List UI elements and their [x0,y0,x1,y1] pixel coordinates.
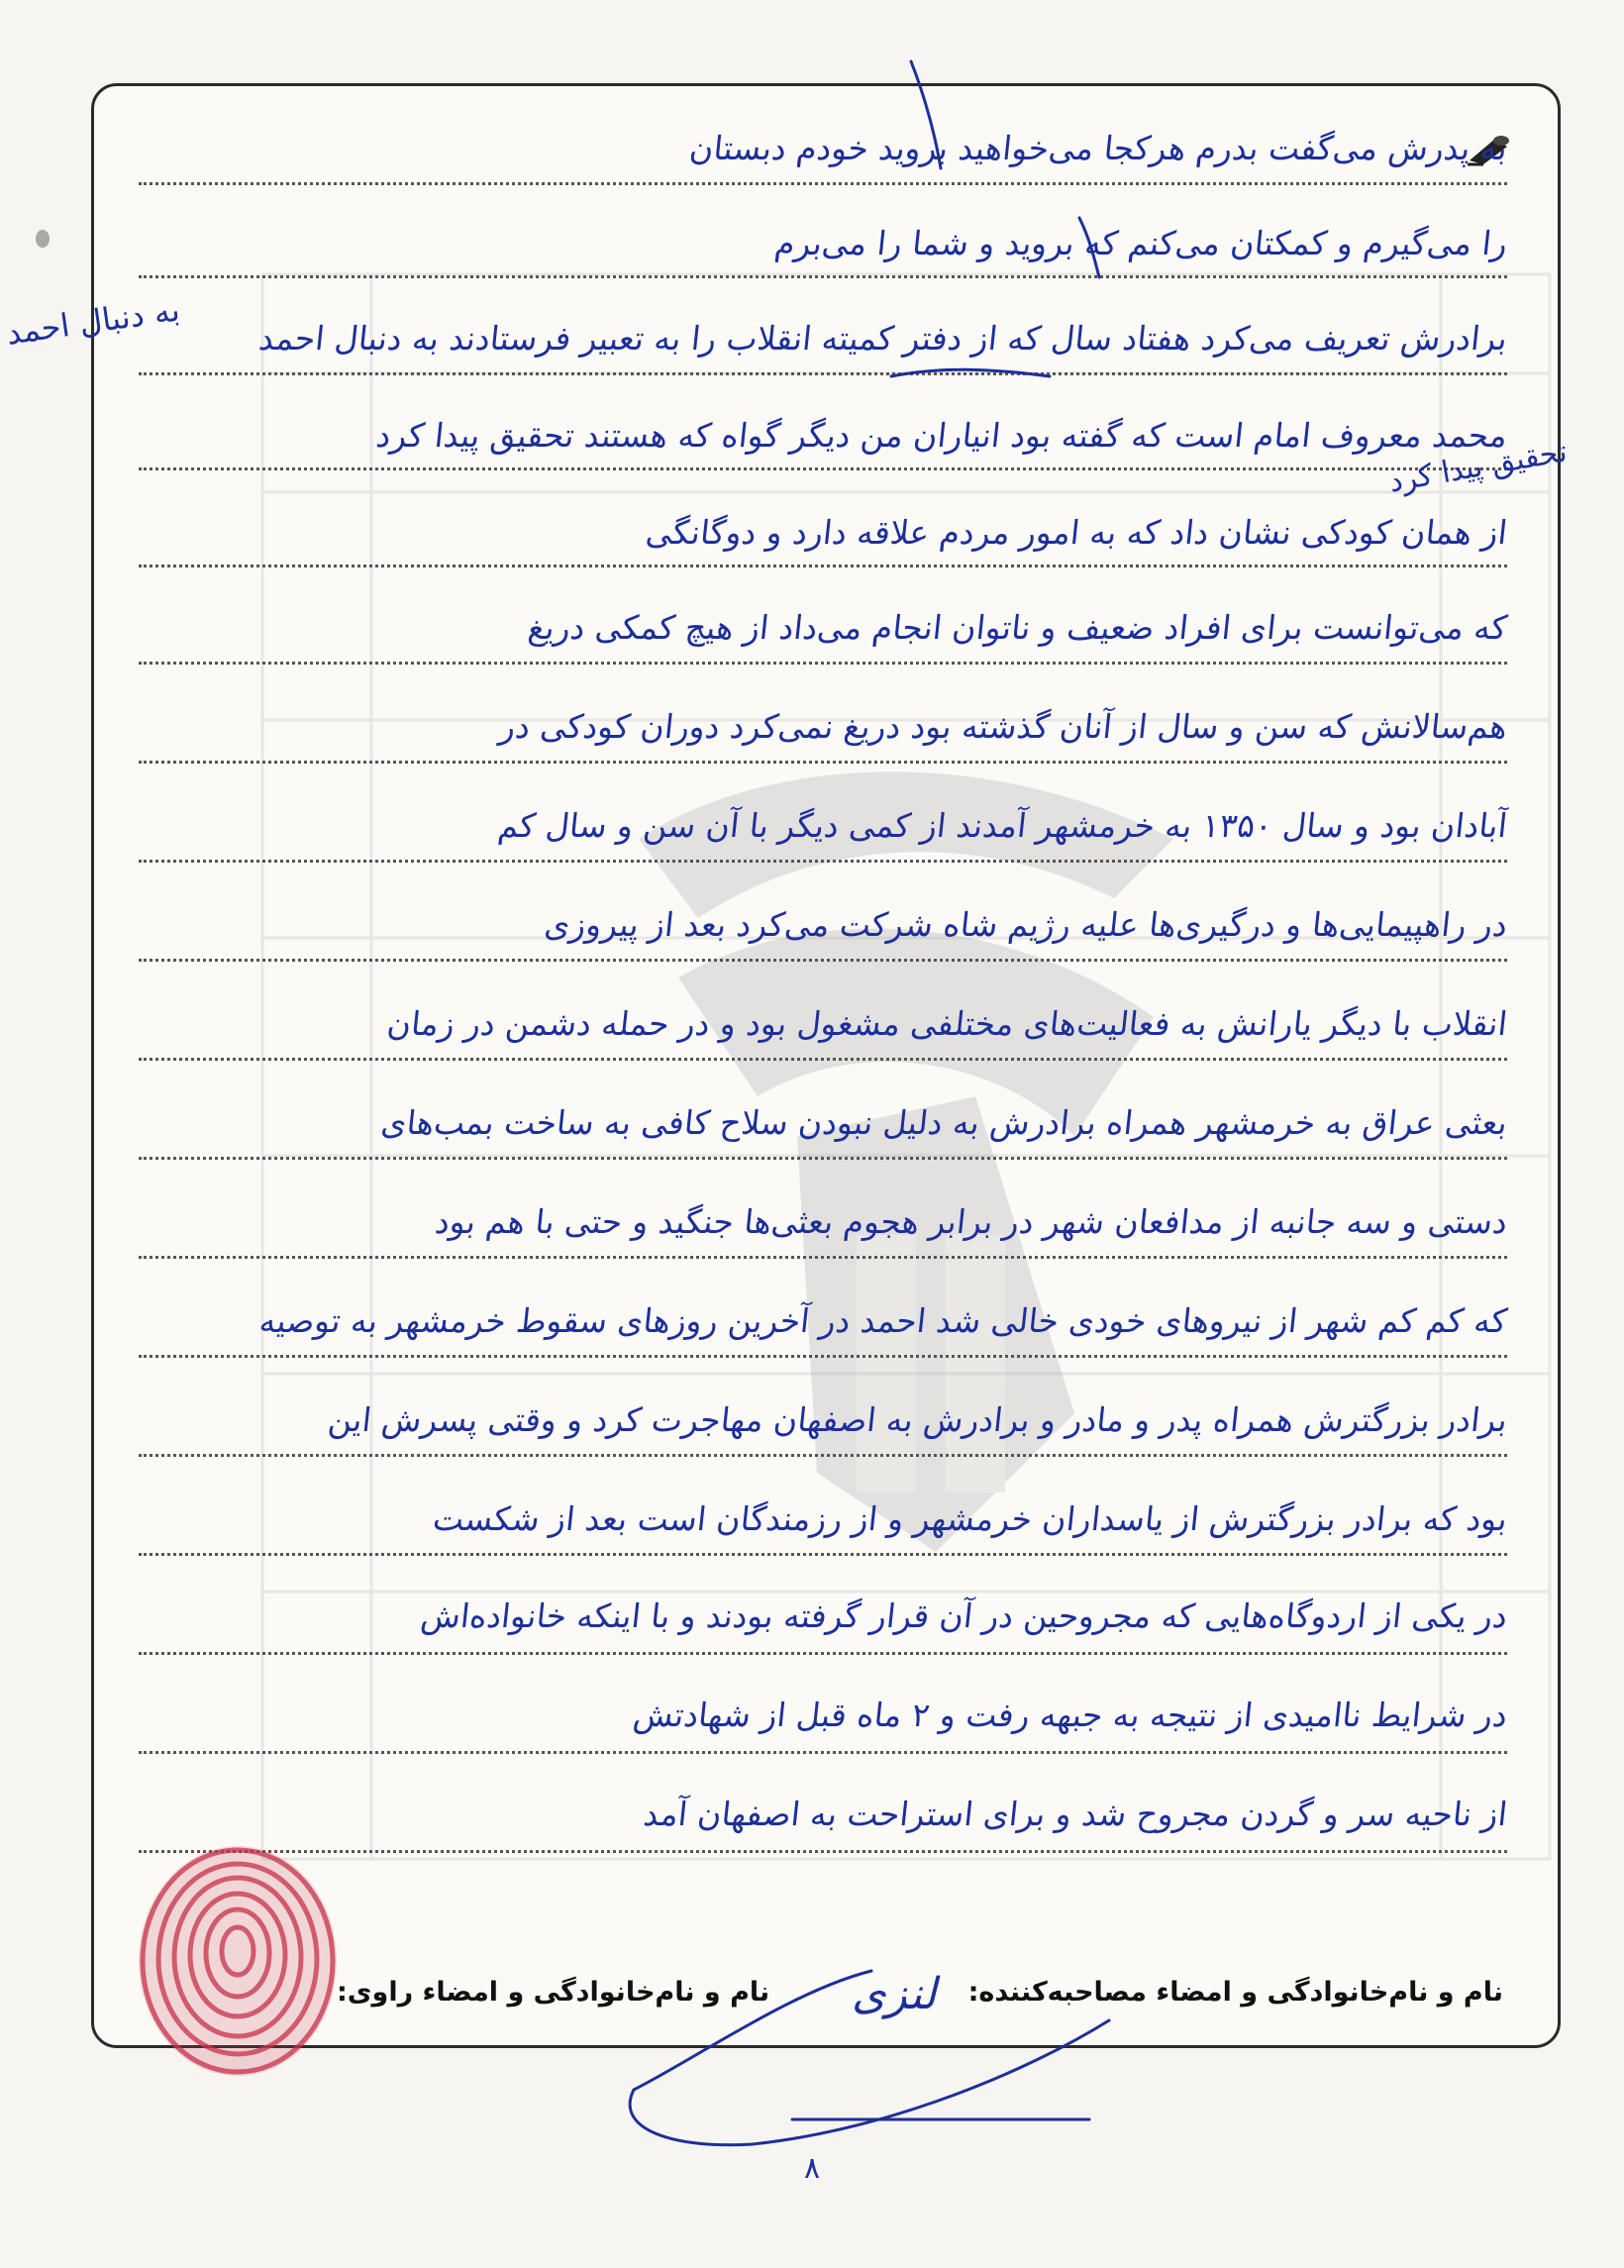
handwritten-line: در راهپیمایی‌ها و درگیری‌ها علیه رژیم شاه شرکت می‌کرد بعد از پیروزی [542,905,1510,944]
handwritten-line: که می‌توانست برای افراد ضعیف و ناتوان انجام می‌داد از هیچ کمکی دریغ [526,608,1510,647]
handwritten-line: در شرایط ناامیدی از نتیجه به جبهه رفت و ۲ ماه قبل از شهادتش [631,1696,1510,1734]
dotted-rule [139,959,1507,962]
page-number: ۸ [804,2151,821,2186]
dotted-rule [139,565,1507,567]
margin-note: به دنبال احمد [4,290,182,353]
dotted-rule [139,761,1507,764]
dotted-rule [139,1256,1507,1259]
handwritten-line: انقلاب با دیگر یارانش به فعالیت‌های مختلفی مشغول بود و در حمله دشمن در زمان [385,1004,1510,1043]
interviewer-signature-label: نام و نام‌خانوادگی و امضاء مصاحبه‌کننده: [967,1977,1503,2008]
dotted-rule [139,275,1507,278]
narrator-signature-label: نام و نام‌خانوادگی و امضاء راوی: [337,1977,770,2008]
dotted-rule [139,1454,1507,1457]
paper-speck [36,230,50,248]
dotted-rule [139,1652,1507,1655]
margin-note: تحقیق پیدا کرد [1386,434,1571,500]
handwritten-line: از ناحیه سر و گردن مجروح شد و برای استراحت به اصفهان آمد [641,1795,1510,1833]
handwritten-line: هم‌سالانش که سن و سال از آنان گذشته بود دریغ نمی‌کرد دوران کودکی در [497,707,1510,746]
dotted-rule [139,467,1507,470]
dotted-rule [139,1751,1507,1754]
interviewer-signature: لنزی [852,1969,937,2019]
dotted-rule [139,662,1507,665]
dotted-rule [139,372,1507,375]
handwritten-line: آبادان بود و سال ۱۳۵۰ به خرمشهر آمدند از کمی دیگر با آن سن و سال کم [496,806,1510,845]
dotted-rule [139,860,1507,863]
handwritten-line: بود که برادر بزرگترش از یاسداران خرمشهر و از رزمندگان است بعد از شکست [431,1499,1510,1538]
handwritten-line: محمد معروف امام است که گفته بود انیاران من دیگر گواه که هستند تحقیق پیدا کرد [373,416,1510,455]
handwritten-line: برادرش تعریف می‌کرد هفتاد سال که از دفتر کمیته انقلاب را به تعبیر فرستادند به دنبال احمد [256,319,1510,358]
handwritten-line: که کم کم شهر از نیروهای خودی خالی شد احمد در آخرین روزهای سقوط خرمشهر به توصیه [257,1301,1510,1340]
handwritten-line: در یکی از اردوگاه‌هایی که مجروحین در آن قرار گرفته بودند و با اینکه خانواده‌اش [418,1597,1510,1635]
handwritten-line: برادر بزرگترش همراه پدر و مادر و برادرش به اصفهان مهاجرت کرد و وقتی پسرش این [326,1400,1510,1439]
handwritten-line: بعثی عراق به خرمشهر همراه برادرش به دلیل نبودن سلاح کافی به ساخت بمب‌های [378,1103,1510,1142]
red-thumbprint [129,1842,347,2080]
handwritten-line: دستی و سه جانبه از مدافعان شهر در برابر هجوم بعثی‌ها جنگید و حتی با هم بود [433,1202,1510,1241]
handwritten-line: را می‌گیرم و کمکتان می‌کنم که بروید و شما را می‌برم [772,224,1510,262]
organization-emblem-watermark [559,720,1272,1611]
handwritten-line: از همان کودکی نشان داد که به امور مردم علاقه دارد و دوگانگی [644,513,1510,552]
dotted-rule [139,1157,1507,1160]
dotted-rule [139,1355,1507,1358]
dotted-rule [139,182,1507,185]
dotted-rule [139,1553,1507,1556]
handwritten-line: به پدرش می‌گفت بدرم هرکجا می‌خواهید بروید خودم دبستان [687,129,1510,167]
dotted-rule [139,1058,1507,1061]
